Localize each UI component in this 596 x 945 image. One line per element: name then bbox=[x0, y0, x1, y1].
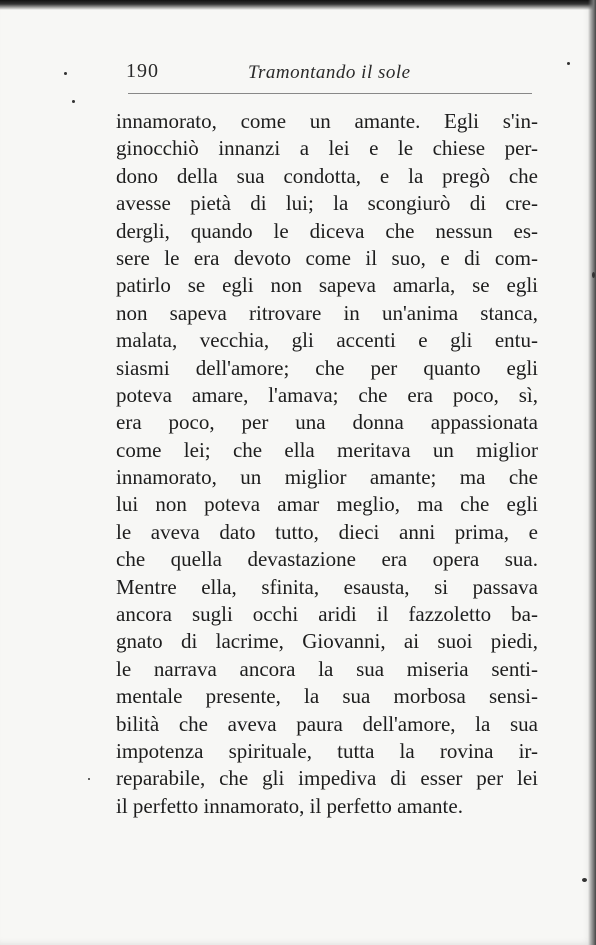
text-line: Mentre ella, sfinita, esausta, si passava bbox=[116, 574, 538, 599]
text-line: impotenza spirituale, tutta la rovina ir- bbox=[116, 738, 538, 763]
text-line: avesse pietà di lui; la scongiurò di cre- bbox=[116, 191, 538, 216]
text-line: come lei; che ella meritava un miglior bbox=[116, 437, 538, 462]
text-line: ancora sugli occhi aridi il fazzoletto ba- bbox=[116, 602, 538, 627]
text-line: le narrava ancora la sua miseria senti- bbox=[116, 656, 538, 681]
ink-speck bbox=[88, 778, 90, 780]
page-number: 190 bbox=[126, 60, 159, 82]
text-line: poteva amare, l'amava; che era poco, sì, bbox=[116, 382, 538, 407]
header-rule bbox=[128, 93, 532, 94]
text-line: il perfetto innamorato, il perfetto amante. bbox=[116, 793, 463, 818]
text-line: innamorato, come un amante. Egli s'in- bbox=[116, 109, 538, 133]
page-right-edge bbox=[588, 0, 596, 945]
ink-speck bbox=[64, 72, 67, 75]
text-line: patirlo se egli non sapeva amarla, se egli bbox=[116, 273, 538, 298]
page-top-edge bbox=[0, 0, 596, 10]
text-line: non sapeva ritrovare in un'anima stanca, bbox=[116, 300, 538, 325]
running-title: Tramontando il sole bbox=[248, 62, 411, 83]
text-line: che quella devastazione era opera sua. bbox=[116, 547, 538, 572]
text-line: reparabile, che gli impediva di esser per lei bbox=[116, 766, 538, 791]
ink-speck bbox=[567, 62, 570, 65]
text-line: sere le era devoto come il suo, e di com- bbox=[116, 245, 538, 270]
text-line: dergli, quando le diceva che nessun es- bbox=[116, 218, 538, 243]
text-line: innamorato, un miglior amante; ma che bbox=[116, 465, 538, 490]
ink-speck bbox=[72, 100, 75, 103]
text-line: dono della sua condotta, e la pregò che bbox=[116, 163, 538, 188]
page-header bbox=[120, 58, 540, 88]
text-line: gnato di lacrime, Giovanni, ai suoi piedi, bbox=[116, 629, 538, 654]
body-text bbox=[116, 108, 538, 820]
text-line: mentale presente, la sua morbosa sensi- bbox=[116, 684, 538, 709]
text-line: malata, vecchia, gli accenti e gli entu- bbox=[116, 328, 538, 353]
text-line: bilità che aveva paura dell'amore, la sua bbox=[116, 711, 538, 736]
text-line: era poco, per una donna appassionata bbox=[116, 410, 538, 435]
text-line: ginocchiò innanzi a lei e le chiese per- bbox=[116, 136, 538, 161]
text-line: le aveva dato tutto, dieci anni prima, e bbox=[116, 519, 538, 544]
ink-speck bbox=[582, 878, 587, 882]
text-line: lui non poteva amar meglio, ma che egli bbox=[116, 492, 538, 517]
ink-speck bbox=[592, 272, 595, 278]
text-line: siasmi dell'amore; che per quanto egli bbox=[116, 355, 538, 380]
